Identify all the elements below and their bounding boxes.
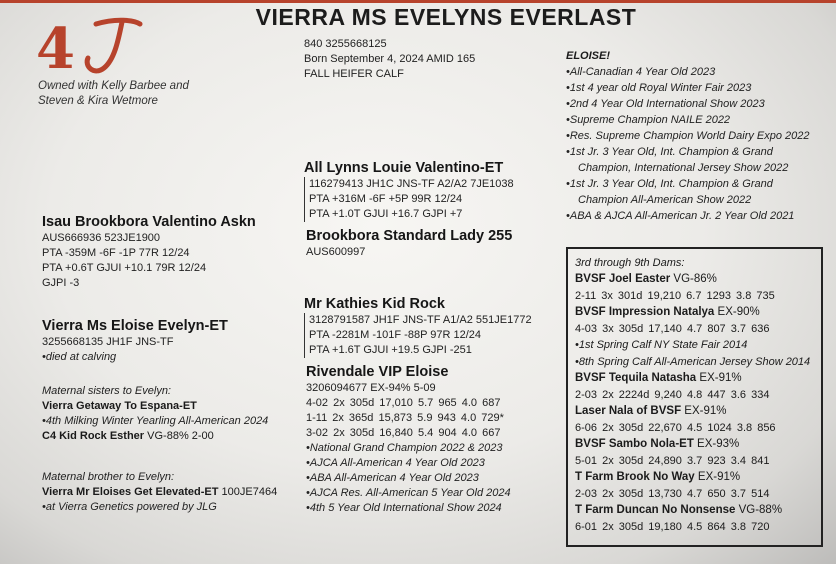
eloise-award: •Res. Supreme Champion World Dairy Expo 2022 — [566, 130, 810, 142]
second-dam-award: •4th 5 Year Old International Show 2024 — [306, 502, 502, 514]
second-dam-block — [306, 364, 511, 516]
dam-class: VG-88% — [735, 504, 783, 516]
brother-entry — [42, 485, 277, 500]
maternal-sire-line: PTA -359M -6F -1P 77R 12/24 — [42, 247, 190, 259]
dam-name: BVSF Tequila Natasha — [575, 372, 697, 384]
eloise-award: •1st 4 year old Royal Winter Fair 2023 — [566, 82, 752, 94]
owner-line: Steven & Kira Wetmore — [38, 95, 158, 107]
dam-entry-name — [575, 304, 821, 321]
dam-record: 4-03 3x 305d 17,140 4.7 807 3.7 636 — [575, 322, 770, 335]
sire-dam-block — [306, 228, 512, 260]
eloise-award: •1st Jr. 3 Year Old, Int. Champion & Grand — [566, 146, 773, 158]
second-dam-record: 4-02 2x 305d 17,010 5.7 965 4.0 687 — [306, 397, 501, 409]
dam-entry-name — [575, 403, 821, 420]
dam-entry-name — [575, 271, 821, 288]
dam-line: 3255668135 JH1F JNS-TF — [42, 336, 174, 348]
sire-block — [304, 160, 514, 222]
dam-award: •8th Spring Calf All-American Jersey Show 2014 — [575, 355, 811, 368]
eloise-award: Champion All-American Show 2022 — [578, 194, 752, 206]
dam-name: T Farm Duncan No Nonsense — [575, 504, 736, 516]
sister-entry — [42, 429, 268, 444]
second-dam-award: •ABA All-American 4 Year Old 2023 — [306, 472, 479, 484]
maternal-sire-line: AUS666936 523JE1900 — [42, 232, 161, 244]
brother-note: •at Vierra Genetics powered by JLG — [42, 501, 217, 513]
second-dam-award: •National Grand Champion 2022 & 2023 — [306, 442, 503, 454]
subject-class: FALL HEIFER CALF — [304, 68, 404, 80]
dam-record: 2-03 2x 305d 13,730 4.7 650 3.7 514 — [575, 487, 770, 500]
second-dam-award: •AJCA Res. All-American 5 Year Old 2024 — [306, 487, 511, 499]
sire-line: 116279413 JH1C JNS-TF A2/A2 7JE1038 — [309, 178, 514, 190]
dam-note: •died at calving — [42, 351, 117, 363]
dam-name: BVSF Sambo Nola-ET — [575, 438, 694, 450]
maternal-brother-heading: Maternal brother to Evelyn: — [42, 471, 175, 483]
sire-line: PTA +316M -6F +5P 99R 12/24 — [309, 193, 463, 205]
eloise-award: •2nd 4 Year Old International Show 2023 — [566, 98, 765, 110]
eloise-award: Champion, International Jersey Show 2022 — [578, 162, 789, 174]
maternal-sisters — [42, 384, 268, 444]
page-title: VIERRA MS EVELYNS EVERLAST — [255, 4, 637, 30]
dam-sire-line: 3128791587 JH1F JNS-TF A1/A2 551JE1772 — [309, 314, 532, 326]
ancestral-dams-box — [566, 247, 823, 547]
second-dam-line: 3206094677 EX-94% 5-09 — [306, 382, 436, 394]
dam-name: Vierra Ms Eloise Evelyn-ET — [42, 318, 228, 334]
dam-name: BVSF Impression Natalya — [575, 306, 715, 318]
sister-name: C4 Kid Rock Esther — [42, 430, 145, 442]
dam-name: Laser Nala of BVSF — [575, 405, 682, 417]
dam-class: EX-91% — [681, 405, 727, 417]
maternal-sire-line: GJPI -3 — [42, 277, 80, 289]
owner-note — [38, 79, 238, 109]
dam-class: EX-91% — [696, 372, 742, 384]
maternal-sire-name: Isau Brookbora Valentino Askn — [42, 214, 256, 230]
dam-sire-details — [304, 313, 532, 358]
sister-note: •4th Milking Winter Yearling All-American 2024 — [42, 415, 269, 427]
dam-record: 6-06 2x 305d 22,670 4.5 1024 3.8 856 — [575, 421, 776, 434]
subject-info — [304, 37, 475, 82]
eloise-award: •ABA & AJCA All-American Jr. 2 Year Old 2021 — [566, 210, 795, 222]
eloise-award: •All-Canadian 4 Year Old 2023 — [566, 66, 716, 78]
maternal-brother — [42, 470, 277, 515]
eloise-award: •Supreme Champion NAILE 2022 — [566, 114, 731, 126]
sister-name: Vierra Getaway To Espana-ET — [42, 400, 197, 412]
dam-sire-name: Mr Kathies Kid Rock — [304, 296, 445, 312]
dam-award: •1st Spring Calf NY State Fair 2014 — [575, 339, 748, 351]
dam-class: EX-90% — [714, 306, 760, 318]
second-dam-record: 1-11 2x 365d 15,873 5.9 943 4.0 729* — [306, 412, 504, 424]
dam-sire-line: PTA -2281M -101F -88P 97R 12/24 — [309, 329, 482, 341]
dam-entry-name — [575, 436, 821, 453]
eloise-heading: ELOISE! — [566, 50, 611, 62]
second-dam-award: •AJCA All-American 4 Year Old 2023 — [306, 457, 485, 469]
sire-details — [304, 177, 514, 222]
dam-sire-line: PTA +1.6T GJUI +19.5 GJPI -251 — [309, 344, 472, 356]
sister-class: VG-88% 2-00 — [144, 430, 214, 442]
brother-name: Vierra Mr Eloises Get Elevated-ET — [42, 486, 219, 498]
second-dam-record: 3-02 2x 305d 16,840 5.4 904 4.0 667 — [306, 427, 501, 439]
maternal-sisters-heading: Maternal sisters to Evelyn: — [42, 385, 171, 397]
dam-record: 6-01 2x 305d 19,180 4.5 864 3.8 720 — [575, 520, 770, 533]
dam-class: EX-93% — [693, 438, 740, 450]
sire-name: All Lynns Louie Valentino-ET — [304, 160, 504, 176]
eloise-award: •1st Jr. 3 Year Old, Int. Champion & Grand — [566, 178, 773, 190]
brother-code: 100JE7464 — [218, 486, 278, 498]
dam-record: 2-03 2x 2224d 9,240 4.8 447 3.6 334 — [575, 388, 770, 401]
dam-record: 2-11 3x 301d 19,210 6.7 1293 3.8 735 — [575, 289, 775, 302]
dam-class: EX-91% — [694, 471, 741, 483]
second-dam-name: Rivendale VIP Eloise — [306, 364, 449, 380]
top-accent-stripe — [0, 0, 836, 3]
farm-logo — [36, 14, 146, 80]
maternal-sire-line: PTA +0.6T GJUI +10.1 79R 12/24 — [42, 262, 207, 274]
dam-sire-block — [304, 296, 532, 358]
sire-dam-name: Brookbora Standard Lady 255 — [306, 228, 513, 244]
dam-class: VG-86% — [670, 273, 717, 285]
eloise-awards — [566, 48, 810, 224]
svg-text:4: 4 — [36, 16, 75, 80]
maternal-sire-block — [42, 214, 256, 291]
dam-record: 5-01 2x 305d 24,890 3.7 923 3.4 841 — [575, 454, 770, 467]
dam-entry-name — [575, 370, 821, 387]
subject-id: 840 3255668125 — [304, 38, 387, 50]
dam-name: T Farm Brook No Way — [575, 471, 695, 483]
sire-dam-line: AUS600997 — [306, 246, 366, 258]
dam-name: BVSF Joel Easter — [575, 273, 671, 285]
dam-block — [42, 318, 228, 365]
owner-line: Owned with Kelly Barbee and — [38, 80, 189, 92]
subject-born: Born September 4, 2024 AMID 165 — [304, 53, 476, 65]
dams-box-heading: 3rd through 9th Dams: — [575, 257, 685, 269]
dam-entry-name — [575, 469, 821, 486]
sire-line: PTA +1.0T GJUI +16.7 GJPI +7 — [309, 208, 463, 220]
dam-entry-name — [575, 502, 821, 519]
